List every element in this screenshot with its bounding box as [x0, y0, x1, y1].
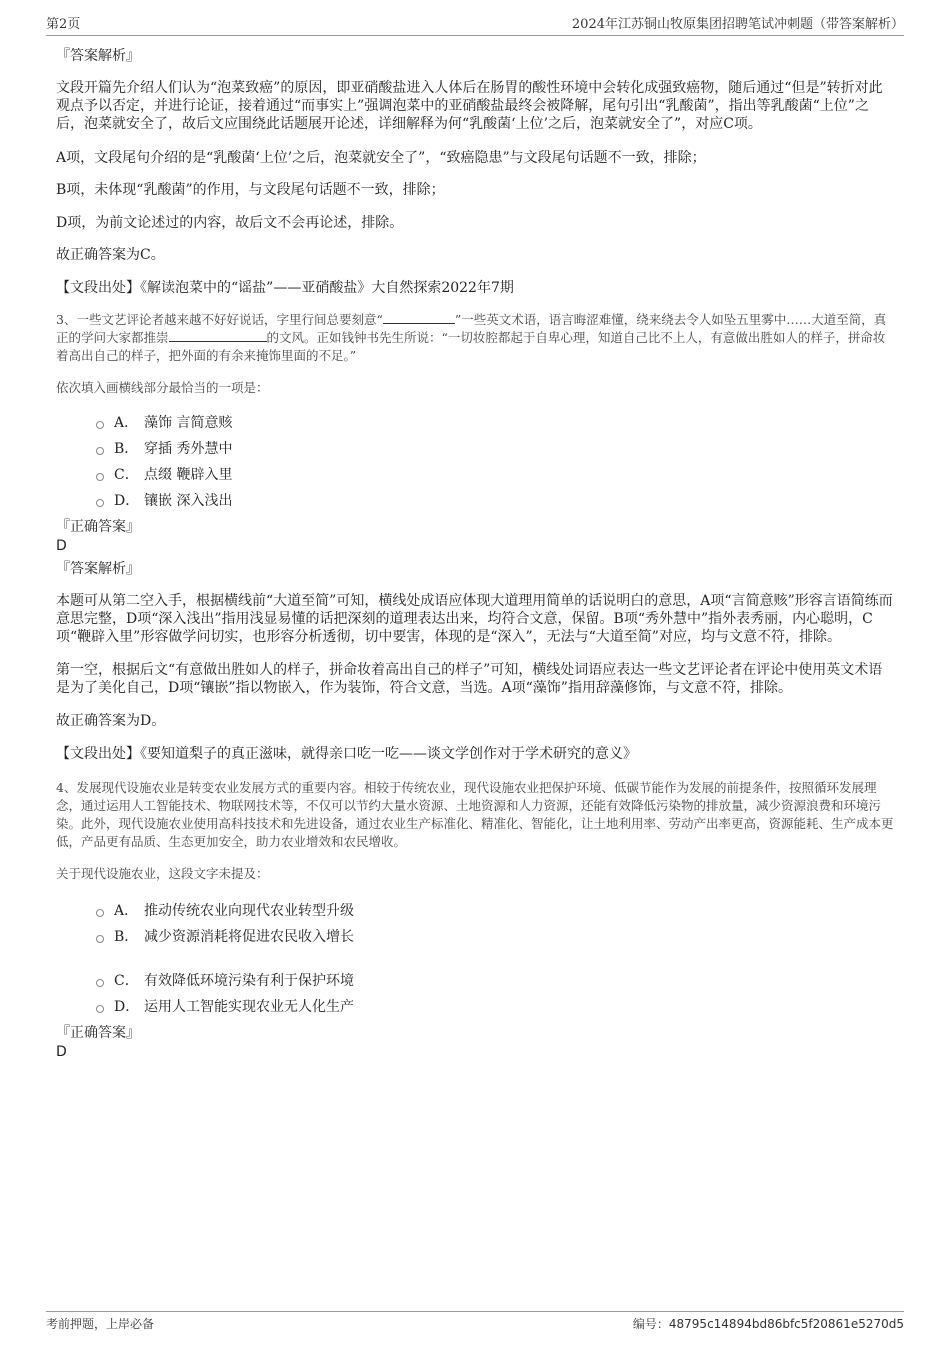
- q2-analysis-para-2: A项，文段尾句介绍的是“乳酸菌‘上位’之后，泡菜就安全了”，“致癌隐患”与文段尾句话题不一致，排除；: [56, 150, 706, 166]
- q3-option-c[interactable]: [96, 461, 894, 487]
- q3-text-part-b: ”一些英文术语，语言晦涩难懂，绕来绕去令人如坠五里雾中……大道至简，真正的学问大家都推崇: [56, 312, 887, 345]
- q2-conclusion: 故正确答案为C。: [56, 247, 165, 263]
- option-text: 点缀 鞭辟入里: [144, 467, 233, 483]
- q4-option-d[interactable]: [96, 993, 894, 1019]
- q3-blank-2: [169, 329, 267, 342]
- document-code-value: 48795c14894bd86bfc5f20861e5270d5: [668, 1317, 904, 1331]
- option-letter: B．: [114, 441, 139, 457]
- radio-icon[interactable]: [96, 935, 104, 943]
- q2-analysis-para-1: 文段开篇先介绍人们认为“泡菜致癌”的原因，即亚硝酸盐进入人体后在肠胃的酸性环境中会转化成强致癌物，随后通过“但是”转折对此观点予以否定，并进行论证，接着通过“而事实上”强调泡菜中的亚硝酸盐最终会被降解，尾句引出“乳酸菌”，指出等乳酸菌“上位”之后，泡菜就安全了，故后文应围绕此话题展开论述，详细解释为何“乳酸菌‘上位’之后，泡菜就安全了”，对应C项。: [56, 80, 883, 132]
- q4-answer-label: 『正确答案』: [56, 1025, 140, 1041]
- page-number: 第2页: [46, 17, 81, 32]
- radio-icon[interactable]: [96, 421, 104, 429]
- q3-answer-label: 『正确答案』: [56, 519, 140, 535]
- q4-option-b[interactable]: [96, 923, 894, 949]
- option-text: 减少资源消耗将促进农民收入增长: [144, 929, 354, 945]
- q4-prompt: 关于现代设施农业，这段文字未提及：: [56, 866, 269, 881]
- footer-slogan: 考前押题，上岸必备: [46, 1317, 155, 1331]
- q3-text-part-c: 的文风。正如钱钟书先生所说：“一切妆腔都起于自卑心理，知道自己比不上人，有意做出胜如人的样子，拼命妆着高出自己的样子，把外面的有余来掩饰里面的不足。”: [56, 330, 886, 363]
- q3-blank-1: [383, 311, 455, 324]
- option-letter: B．: [114, 929, 139, 945]
- option-letter: C．: [114, 467, 139, 483]
- q3-answer: D: [56, 538, 67, 554]
- option-text: 推动传统农业向现代农业转型升级: [144, 903, 354, 919]
- option-letter: D．: [114, 999, 140, 1015]
- radio-icon[interactable]: [96, 473, 104, 481]
- q3-analysis-label: 『答案解析』: [56, 561, 140, 577]
- q3-option-b[interactable]: [96, 435, 894, 461]
- q4-option-a[interactable]: [96, 897, 894, 923]
- document-title: 2024年江苏铜山牧原集团招聘笔试冲刺题（带答案解析）: [571, 17, 904, 32]
- q3-analysis-para-2: 第一空，根据后文“有意做出胜如人的样子，拼命妆着高出自己的样子”可知，横线处词语应表达一些文艺评论者在评论中使用英文术语是为了美化自己，D项“镶嵌”指以物嵌入，作为装饰，符合文意，当选。A项“藻饰”指用辞藻修饰，与文意不符，排除。: [56, 662, 883, 696]
- document-code: [633, 1315, 904, 1332]
- q2-source: 【文段出处】《解读泡菜中的“谣盐”——亚硝酸盐》大自然探索2022年7期: [56, 280, 514, 296]
- q3-source: 【文段出处】《要知道梨子的真正滋味，就得亲口吃一吃——谈文学创作对于学术研究的意义》: [56, 746, 637, 762]
- option-letter: A．: [114, 415, 139, 431]
- q4-options: [96, 897, 894, 1019]
- page-header: [46, 12, 904, 36]
- q2-analysis-label: 『答案解析』: [56, 48, 140, 64]
- q3-option-a[interactable]: [96, 409, 894, 435]
- option-text: 运用人工智能实现农业无人化生产: [144, 999, 354, 1015]
- q3-prompt: 依次填入画横线部分最恰当的一项是：: [56, 380, 269, 395]
- document-code-label: 编号：: [632, 1317, 669, 1331]
- q2-analysis-para-4: D项，为前文论述过的内容，故后文不会再论述，排除。: [56, 215, 404, 231]
- q3-conclusion: 故正确答案为D。: [56, 713, 166, 729]
- q3-text-part-a: 3、一些文艺评论者越来越不好好说话，字里行间总要刻意“: [56, 312, 383, 327]
- page-footer: [46, 1311, 904, 1335]
- option-text: 穿插 秀外慧中: [144, 441, 233, 457]
- q4-option-c[interactable]: [96, 967, 894, 993]
- page-content: [56, 46, 894, 1061]
- radio-icon[interactable]: [96, 499, 104, 507]
- q3-question-text: [56, 311, 894, 365]
- q4-question-text: 4、发展现代设施农业是转变农业发展方式的重要内容。相较于传统农业，现代设施农业把保护环境、低碳节能作为发展的前提条件，按照循环发展理念，通过运用人工智能技术、物联网技术等，不仅可以节约大量水资源、土地资源和人力资源，还能有效降低污染物的排放量，减少资源浪费和环境污染。此外，现代设施农业使用高科技技术和先进设备，通过农业生产标准化、精准化、智能化，让土地利用率、劳动产出率更高，资源能耗、生产成本更低，产品更有品质、生态更加安全，助力农业增效和农民增收。: [56, 780, 894, 849]
- q3-options: [96, 409, 894, 513]
- option-letter: D．: [114, 493, 140, 509]
- option-text: 藻饰 言简意赅: [144, 415, 233, 431]
- radio-icon[interactable]: [96, 447, 104, 455]
- q4-answer: D: [56, 1044, 67, 1060]
- radio-icon[interactable]: [96, 979, 104, 987]
- q3-analysis-para-1: 本题可从第二空入手，根据横线前“大道至简”可知，横线处成语应体现大道理用简单的话说明白的意思，A项“言简意赅”形容言语简练而意思完整，D项“深入浅出”指用浅显易懂的话把深刻的道理表达出来，均符合文意，保留。B项“秀外慧中”指外表秀丽，内心聪明，C项“鞭辟入里”形容做学问切实，也形容分析透彻，切中要害，体现的是“深入”，无法与“大道至简”对应，均与文意不符，排除。: [56, 593, 893, 645]
- option-letter: A．: [114, 903, 139, 919]
- q2-analysis-para-3: B项，未体现“乳酸菌”的作用，与文段尾句话题不一致，排除；: [56, 182, 445, 198]
- option-text: 镶嵌 深入浅出: [144, 493, 233, 509]
- radio-icon[interactable]: [96, 1005, 104, 1013]
- option-text: 有效降低环境污染有利于保护环境: [144, 973, 354, 989]
- radio-icon[interactable]: [96, 909, 104, 917]
- q3-option-d[interactable]: [96, 487, 894, 513]
- option-letter: C．: [114, 973, 139, 989]
